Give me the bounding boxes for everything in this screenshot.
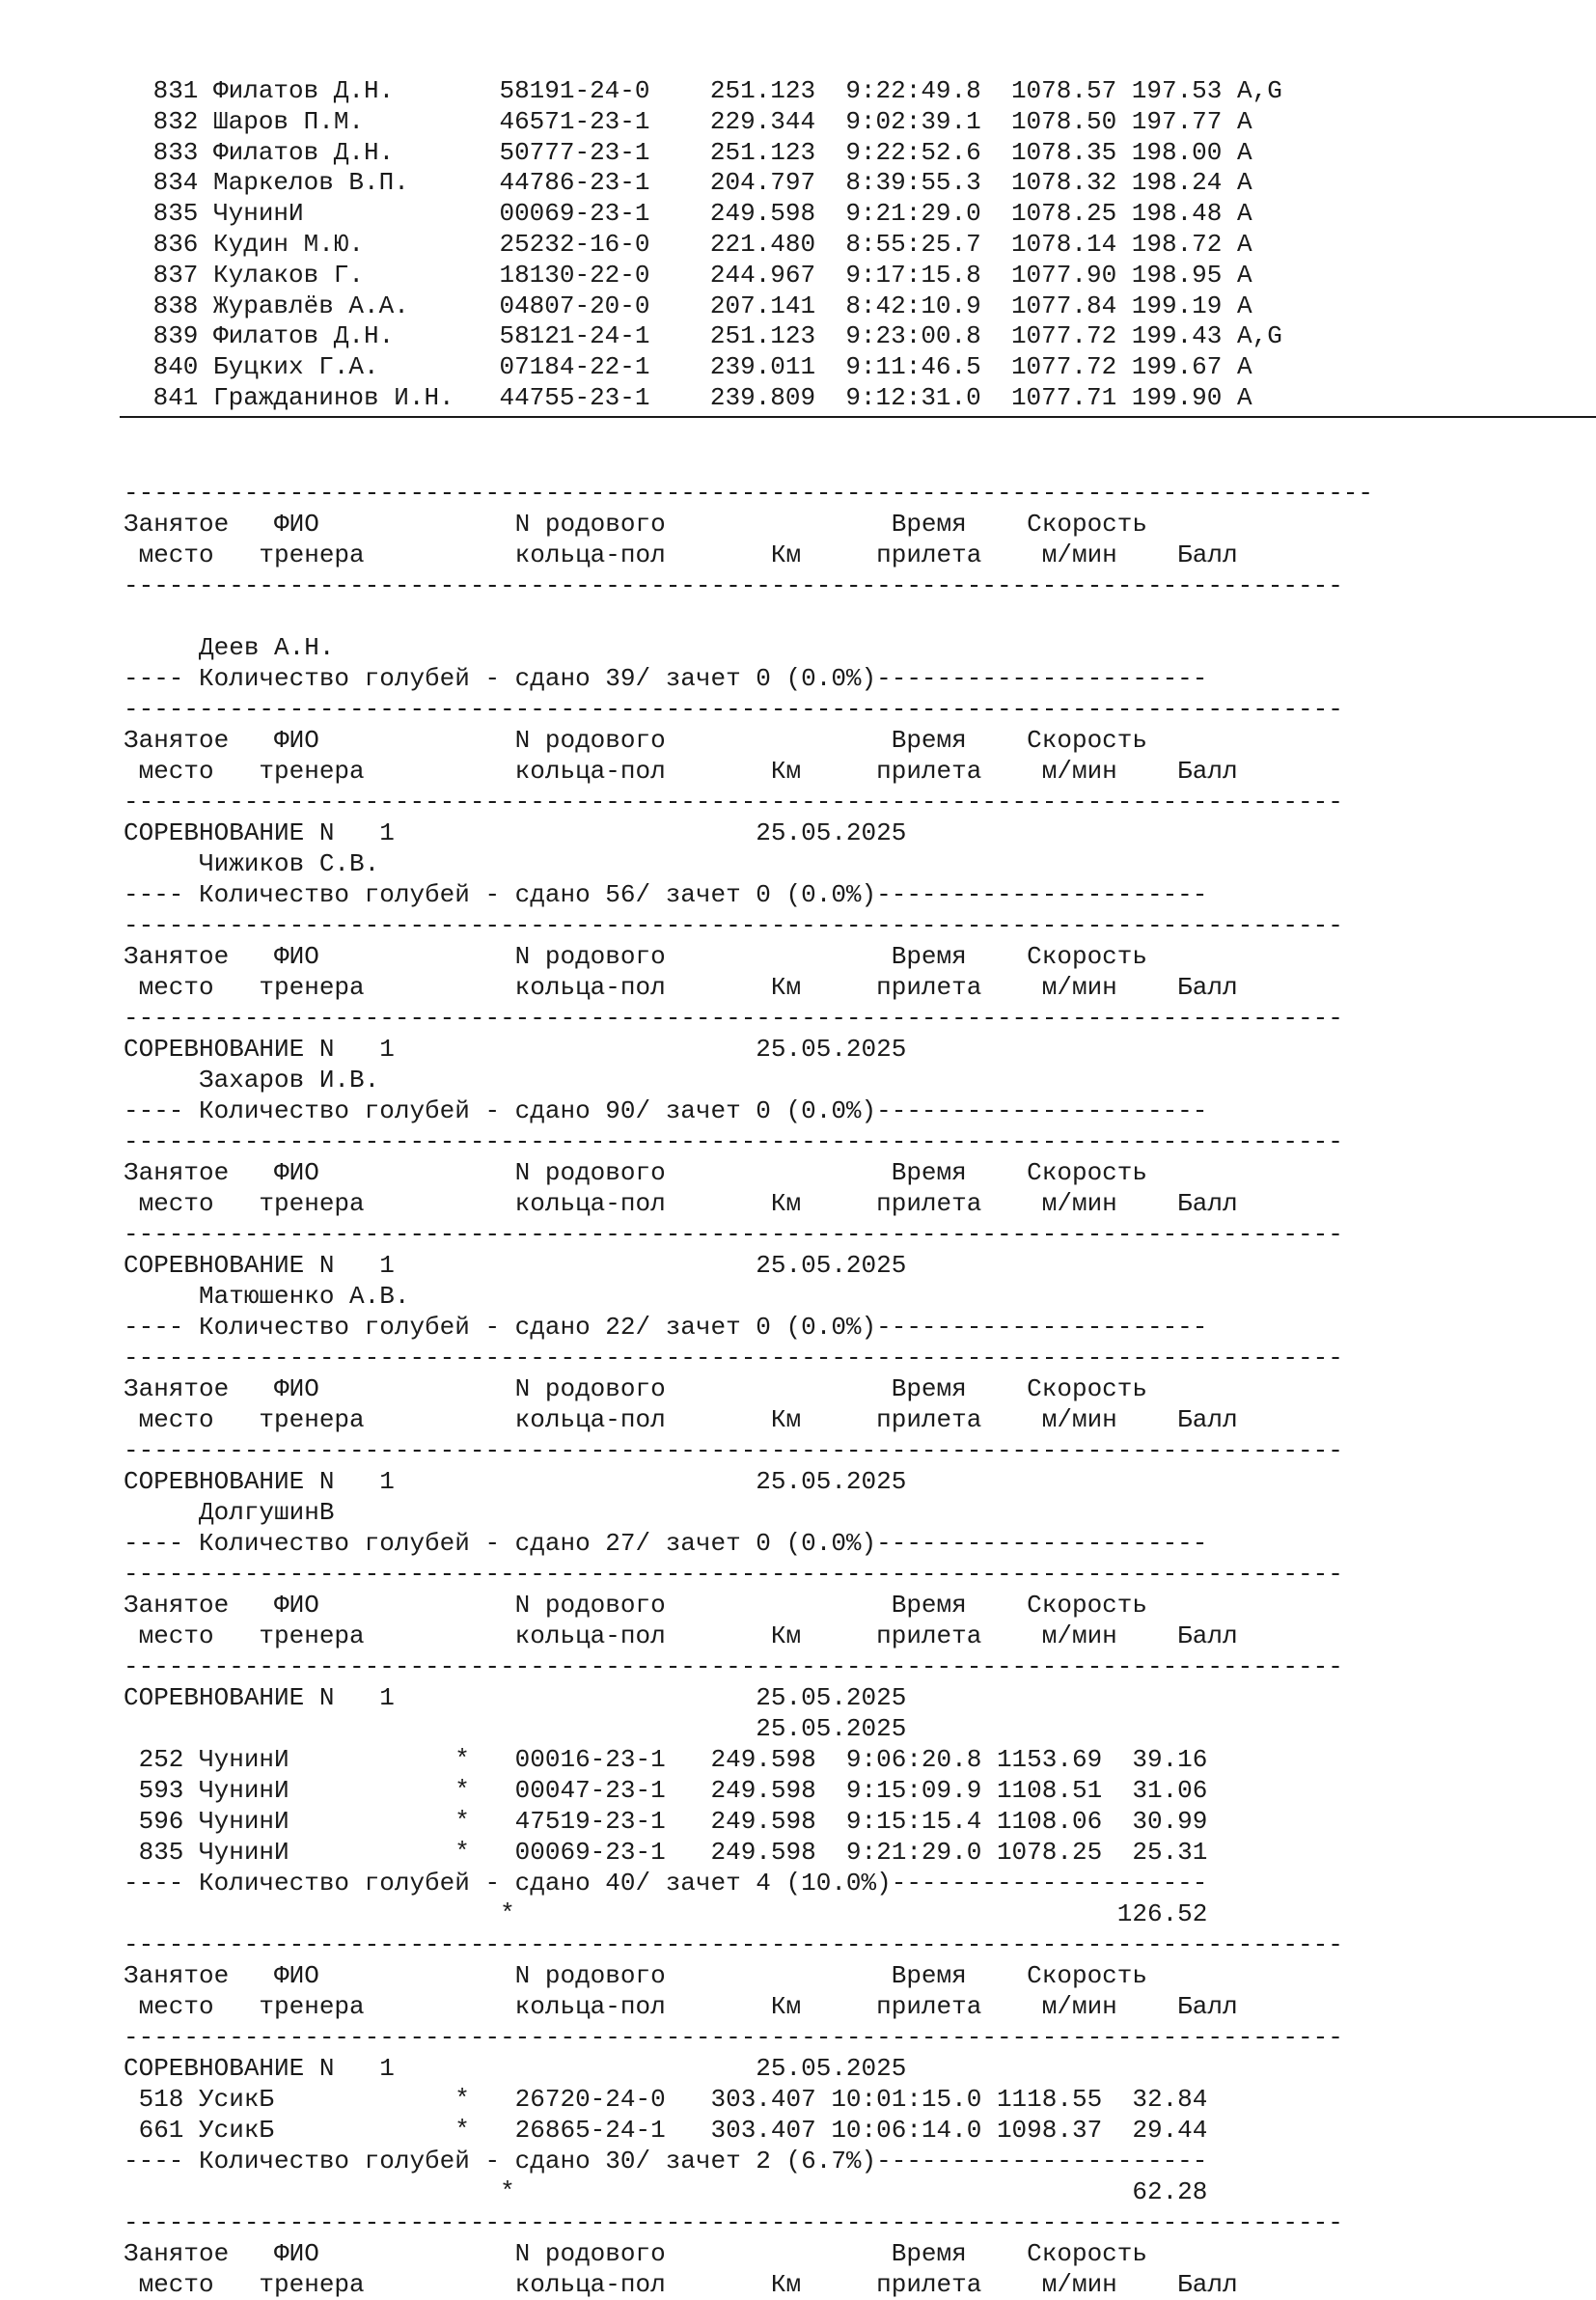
pigeon-count-summary: ---- Количество голубей - сдано 39/ зачет 0 (0.0%)---------------------- xyxy=(124,664,1208,693)
column-header: место тренера кольца-пол Км прилета м/мин Балл xyxy=(124,1405,1238,1434)
dashed-separator: --------------------------------------------------------------------------------- xyxy=(124,1436,1343,1465)
column-header: Занятое ФИО N родового Время Скорость xyxy=(124,1158,1147,1187)
trainer-name: Матюшенко А.В. xyxy=(124,1282,410,1311)
result-row: 593 ЧунинИ * 00047-23-1 249.598 9:15:09.9 1108.51 31.06 xyxy=(124,1776,1208,1805)
pigeon-count-summary: ---- Количество голубей - сдано 22/ зачет 0 (0.0%)---------------------- xyxy=(124,1313,1208,1342)
column-header: место тренера кольца-пол Км прилета м/мин Балл xyxy=(124,2270,1238,2299)
dashed-separator: --------------------------------------------------------------------------------- xyxy=(124,1220,1343,1249)
competition-title: СОРЕВНОВАНИЕ N 1 25.05.2025 xyxy=(124,1683,907,1712)
dashed-separator: --------------------------------------------------------------------------------- xyxy=(124,1127,1343,1156)
dashed-separator: --------------------------------------------------------------------------------- xyxy=(124,911,1343,940)
dashed-separator: --------------------------------------------------------------------------------- xyxy=(124,571,1343,600)
trainer-name: ДолгушинВ xyxy=(124,1498,335,1527)
dashed-separator: --------------------------------------------------------------------------------- xyxy=(124,1344,1343,1372)
dashed-separator: --------------------------------------------------------------------------------- xyxy=(124,1004,1343,1033)
dashed-separator: ----------------------------------------------------------------------------------- xyxy=(124,479,1374,508)
result-row: 837 Кулаков Г. 18130-22-0 244.967 9:17:15.8 1077.90 198.95 A xyxy=(138,260,1252,290)
competition-title: СОРЕВНОВАНИЕ N 1 25.05.2025 xyxy=(124,1467,907,1496)
column-header: Занятое ФИО N родового Время Скорость xyxy=(124,2239,1147,2268)
result-row: 832 Шаров П.М. 46571-23-1 229.344 9:02:39.1 1078.50 197.77 A xyxy=(138,106,1252,136)
dashed-separator: --------------------------------------------------------------------------------- xyxy=(124,1652,1343,1681)
result-row: 841 Гражданинов И.Н. 44755-23-1 239.809 9:12:31.0 1077.71 199.90 A xyxy=(138,382,1252,412)
result-row: 839 Филатов Д.Н. 58121-24-1 251.123 9:23:00.8 1077.72 199.43 A,G xyxy=(138,321,1282,351)
pigeon-count-summary: ---- Количество голубей - сдано 90/ зачет 0 (0.0%)---------------------- xyxy=(124,1096,1208,1125)
column-header: место тренера кольца-пол Км прилета м/мин Балл xyxy=(124,1992,1238,2021)
report-body xyxy=(124,447,1373,2300)
trainer-name: Чижиков С.В. xyxy=(124,849,380,878)
result-row: 833 Филатов Д.Н. 50777-23-1 251.123 9:22:52.6 1078.35 198.00 A xyxy=(138,137,1252,167)
result-row: 596 ЧунинИ * 47519-23-1 249.598 9:15:15.4 1108.06 30.99 xyxy=(124,1807,1208,1836)
pigeon-count-summary: ---- Количество голубей - сдано 56/ зачет 0 (0.0%)---------------------- xyxy=(124,880,1208,909)
result-row: 518 УсикБ * 26720-24-0 303.407 10:01:15.0 1118.55 32.84 xyxy=(124,2085,1208,2114)
result-row: 835 ЧунинИ 00069-23-1 249.598 9:21:29.0 1078.25 198.48 A xyxy=(138,199,1252,229)
result-row: 831 Филатов Д.Н. 58191-24-0 251.123 9:22:49.8 1078.57 197.53 A,G xyxy=(138,76,1282,105)
column-header: место тренера кольца-пол Км прилета м/мин Балл xyxy=(124,540,1238,569)
result-row: 840 Буцких Г.А. 07184-22-1 239.011 9:11:46.5 1077.72 199.67 A xyxy=(138,352,1252,382)
blank-line xyxy=(124,447,1373,478)
page-separator-rule xyxy=(120,416,1596,418)
column-header: Занятое ФИО N родового Время Скорость xyxy=(124,1374,1147,1403)
column-header: Занятое ФИО N родового Время Скорость xyxy=(124,1961,1147,1990)
column-header: место тренера кольца-пол Км прилета м/мин Балл xyxy=(124,1621,1238,1650)
result-row: 836 Кудин М.Ю. 25232-16-0 221.480 8:55:25.7 1078.14 198.72 A xyxy=(138,229,1252,259)
trainer-name: Захаров И.В. xyxy=(124,1066,380,1095)
competition-date: 25.05.2025 xyxy=(124,1714,907,1743)
result-row: 252 ЧунинИ * 00016-23-1 249.598 9:06:20.8 1153.69 39.16 xyxy=(124,1745,1208,1774)
blank-line xyxy=(124,601,1373,632)
competition-title: СОРЕВНОВАНИЕ N 1 25.05.2025 xyxy=(124,2054,907,2083)
column-header: место тренера кольца-пол Км прилета м/мин Балл xyxy=(124,1189,1238,1218)
dashed-separator: --------------------------------------------------------------------------------- xyxy=(124,1560,1343,1589)
column-header: Занятое ФИО N родового Время Скорость xyxy=(124,942,1147,971)
points-total: * 62.28 xyxy=(124,2177,1208,2206)
column-header: Занятое ФИО N родового Время Скорость xyxy=(124,510,1147,539)
dashed-separator: --------------------------------------------------------------------------------- xyxy=(124,1930,1343,1959)
column-header: место тренера кольца-пол Км прилета м/мин Балл xyxy=(124,973,1238,1002)
result-row: 835 ЧунинИ * 00069-23-1 249.598 9:21:29.0 1078.25 25.31 xyxy=(124,1838,1208,1867)
dashed-separator: --------------------------------------------------------------------------------- xyxy=(124,2023,1343,2052)
column-header: место тренера кольца-пол Км прилета м/мин Балл xyxy=(124,757,1238,786)
pigeon-count-summary: ---- Количество голубей - сдано 27/ зачет 0 (0.0%)---------------------- xyxy=(124,1529,1208,1558)
dashed-separator: --------------------------------------------------------------------------------- xyxy=(124,788,1343,817)
competition-title: СОРЕВНОВАНИЕ N 1 25.05.2025 xyxy=(124,1035,907,1064)
result-row: 661 УсикБ * 26865-24-1 303.407 10:06:14.0 1098.37 29.44 xyxy=(124,2116,1208,2145)
result-row: 838 Журавлёв А.А. 04807-20-0 207.141 8:42:10.9 1077.84 199.19 A xyxy=(138,291,1252,320)
pigeon-count-summary: ---- Количество голубей - сдано 40/ зачет 4 (10.0%)--------------------- xyxy=(124,1869,1208,1898)
top-results-block xyxy=(138,76,1282,414)
dashed-separator: --------------------------------------------------------------------------------- xyxy=(124,695,1343,724)
result-row: 834 Маркелов В.П. 44786-23-1 204.797 8:39:55.3 1078.32 198.24 A xyxy=(138,168,1252,198)
pigeon-count-summary: ---- Количество голубей - сдано 30/ зачет 2 (6.7%)---------------------- xyxy=(124,2147,1208,2175)
dashed-separator: --------------------------------------------------------------------------------- xyxy=(124,2208,1343,2237)
column-header: Занятое ФИО N родового Время Скорость xyxy=(124,726,1147,755)
competition-title: СОРЕВНОВАНИЕ N 1 25.05.2025 xyxy=(124,818,907,847)
column-header: Занятое ФИО N родового Время Скорость xyxy=(124,1591,1147,1620)
competition-title: СОРЕВНОВАНИЕ N 1 25.05.2025 xyxy=(124,1251,907,1280)
trainer-name: Деев А.Н. xyxy=(124,633,335,662)
points-total: * 126.52 xyxy=(124,1899,1208,1928)
